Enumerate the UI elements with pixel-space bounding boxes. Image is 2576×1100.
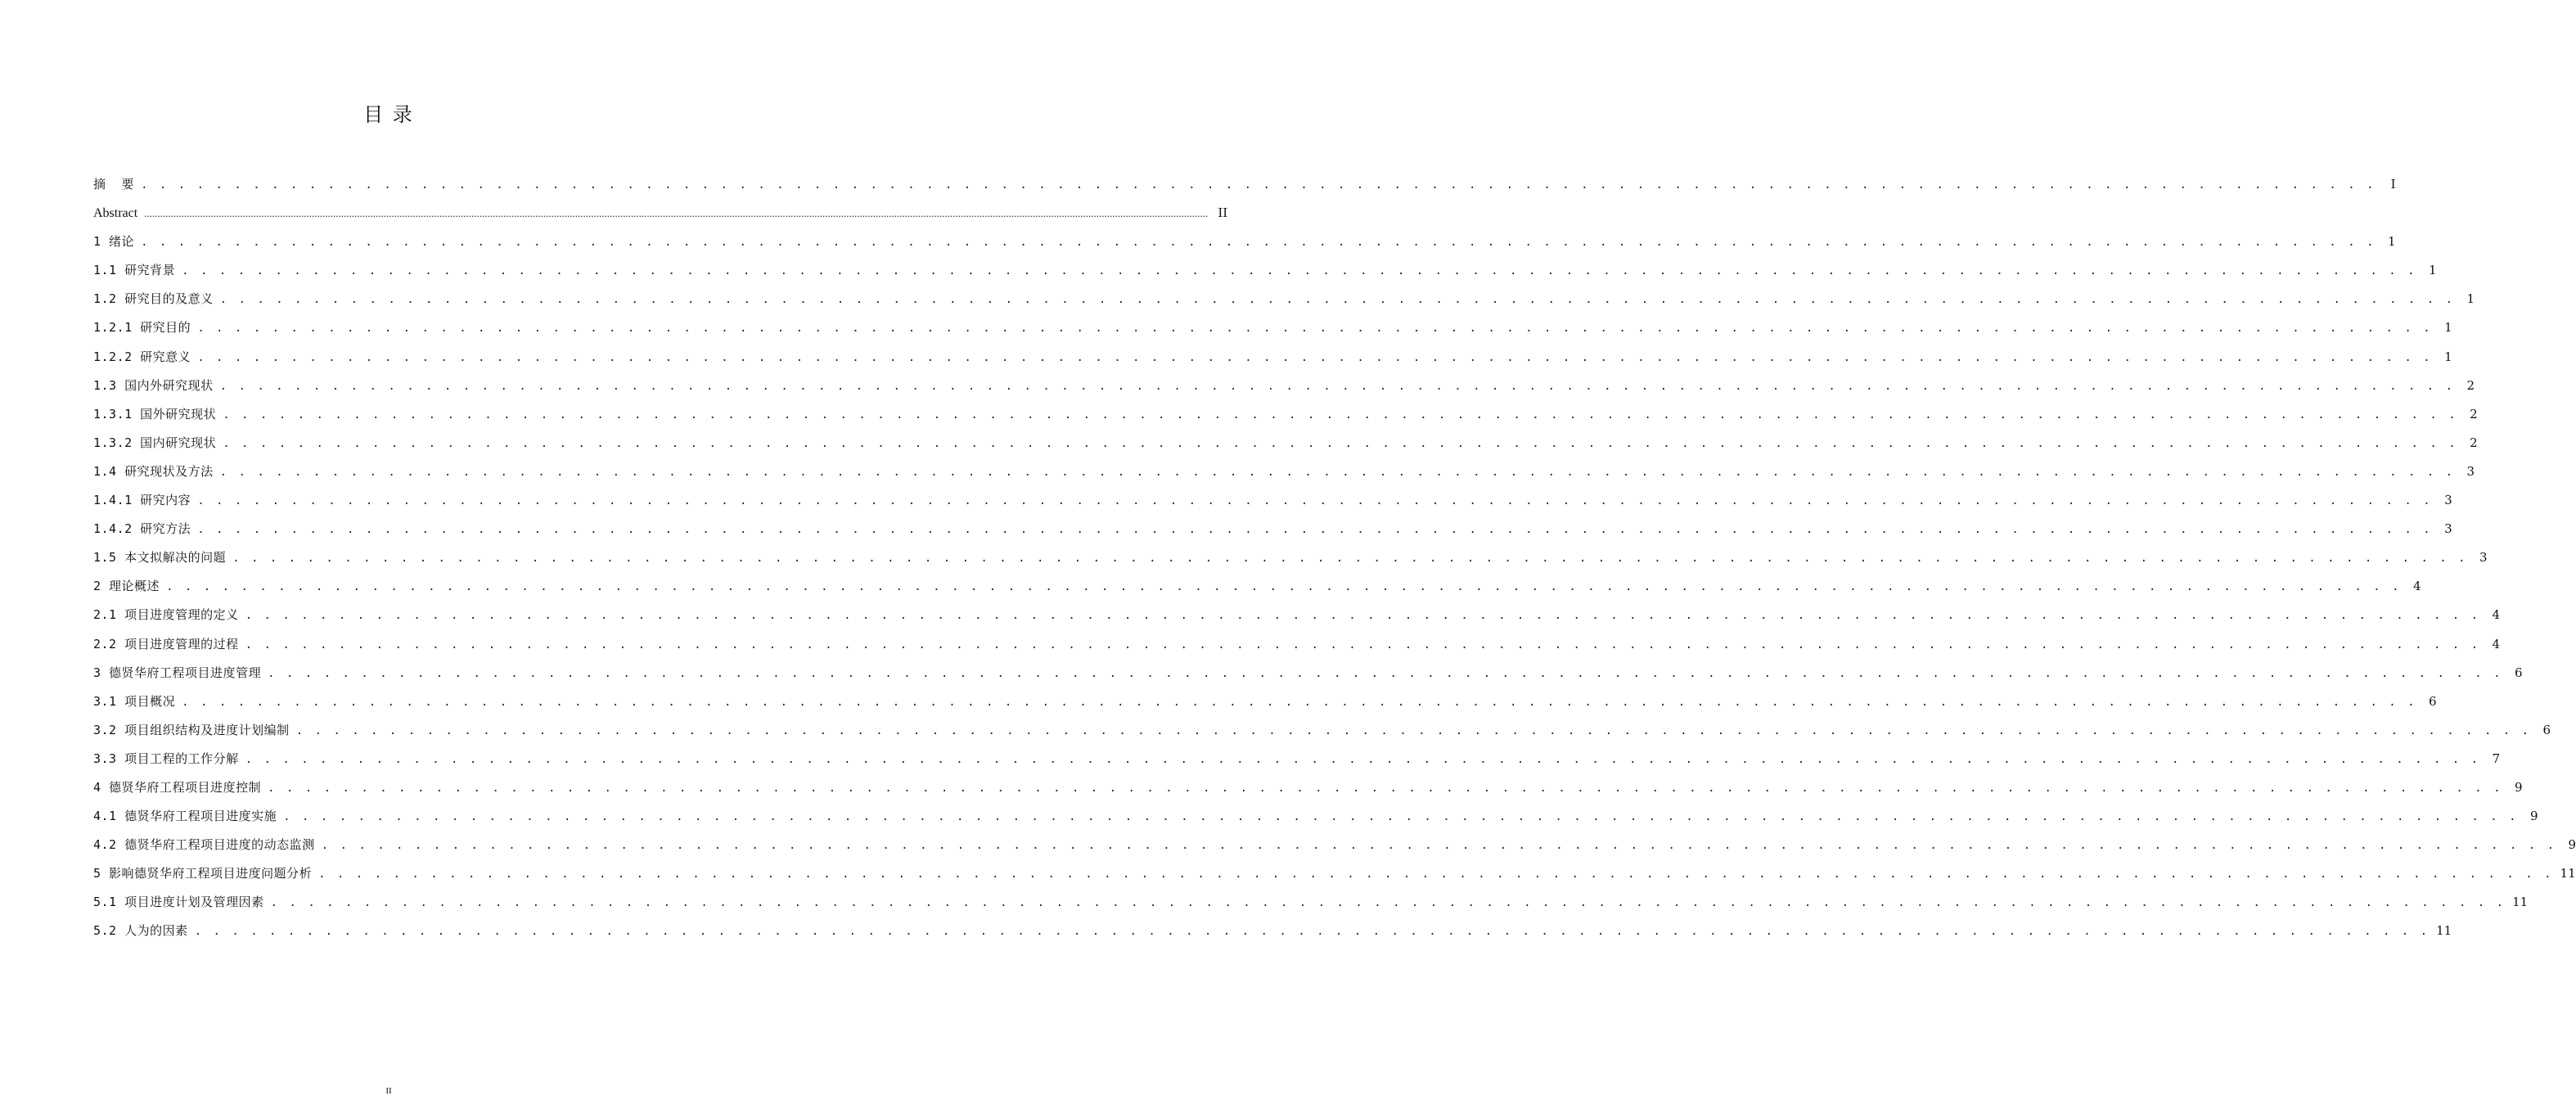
toc-entry-page-number: 4 <box>2492 636 2501 651</box>
toc-dot-leader: . . . . . . . . . . . . . . . . . . . . . . . . . . . . . . . . . . . . . . . . . . . . . . . . . . . . . . . . . . . . . . . . . . . . . . . . . . . . . . . . . . . . . . . . . . . . . . . . . . . . . . . . . . . . . . . . . . . . . . . . <box>245 752 2481 766</box>
toc-dot-leader: . . . . . . . . . . . . . . . . . . . . . . . . . . . . . . . . . . . . . . . . . . . . . . . . . . . . . . . . . . . . . . . . . . . . . . . . . . . . . . . . . . . . . . . . . . . . . . . . . . . . . . . . . . . . . . . . . . . . . . . . <box>283 810 2519 824</box>
toc-entry-label: 1.5 本文拟解决的问题 <box>93 550 227 566</box>
toc-entry-page-number: II <box>1218 205 1228 221</box>
toc-entry[interactable] <box>93 802 2538 831</box>
toc-entry-page-number: 1 <box>2444 320 2452 336</box>
toc-entry[interactable] <box>93 458 2475 486</box>
toc-entry-page-number: 3 <box>2466 463 2475 479</box>
toc-entry-page-number: 3 <box>2444 521 2452 537</box>
toc-dot-leader: . . . . . . . . . . . . . . . . . . . . . . . . . . . . . . . . . . . . . . . . . . . . . . . . . . . . . . . . . . . . . . . . . . . . . . . . . . . . . . . . . . . . . . . . . . . . . . . . . . . . . . . . . . . . . . . . . . . . . . . . <box>166 580 2402 594</box>
toc-entry[interactable] <box>93 601 2501 629</box>
toc-dot-leader: . . . . . . . . . . . . . . . . . . . . . . . . . . . . . . . . . . . . . . . . . . . . . . . . . . . . . . . . . . . . . . . . . . . . . . . . . . . . . . . . . . . . . . . . . . . . . . . . . . . . . . . . . . . . . . . . . . . . . . . . <box>318 868 2554 881</box>
toc-dot-leader: . . . . . . . . . . . . . . . . . . . . . . . . . . . . . . . . . . . . . . . . . . . . . . . . . . . . . . . . . . . . . . . . . . . . . . . . . . . . . . . . . . . . . . . . . . . . . . . . . . . . . . . . . . . . . . . . . . . . . . . . <box>321 839 2557 853</box>
toc-dot-leader: . . . . . . . . . . . . . . . . . . . . . . . . . . . . . . . . . . . . . . . . . . . . . . . . . . . . . . . . . . . . . . . . . . . . . . . . . . . . . . . . . . . . . . . . . . . . . . . . . . . . . . . . . . . . . . . . . . . . . . . . <box>268 666 2503 680</box>
toc-dot-leader: . . . . . . . . . . . . . . . . . . . . . . . . . . . . . . . . . . . . . . . . . . . . . . . . . . . . . . . . . . . . . . . . . . . . . . . . . . . . . . . . . . . . . . . . . . . . . . . . . . . . . . . . . . . . . . . . . . . . . . . . <box>270 896 2506 910</box>
toc-dot-leader: . . . . . . . . . . . . . . . . . . . . . . . . . . . . . . . . . . . . . . . . . . . . . . . . . . . . . . . . . . . . . . . . . . . . . . . . . . . . . . . . . . . . . . . . . . . . . . . . . . . . . . . . . . . . . . . . . . . . . . . . <box>141 236 2376 250</box>
toc-entry[interactable] <box>93 170 2396 199</box>
toc-entry[interactable] <box>93 917 2452 945</box>
table-of-contents <box>93 170 2576 946</box>
toc-entry-label: 1.1 研究背景 <box>93 263 176 278</box>
footer-page-number: II <box>385 1086 392 1096</box>
toc-entry[interactable] <box>93 831 2576 859</box>
toc-entry[interactable] <box>93 429 2478 458</box>
toc-entry-page-number: 7 <box>2492 751 2501 766</box>
toc-dot-leader: . . . . . . . . . . . . . . . . . . . . . . . . . . . . . . . . . . . . . . . . . . . . . . . . . . . . . . . . . . . . . . . . . . . . . . . . . . . . . . . . . . . . . . . . . . . . . . . . . . . . . . . . . . . . . . . . . . . . . . . . <box>197 523 2433 537</box>
toc-entry-page-number: 3 <box>2444 493 2452 508</box>
toc-entry[interactable] <box>93 543 2488 572</box>
toc-entry-page-number: 9 <box>2515 779 2523 795</box>
toc-dot-leader: . . . . . . . . . . . . . . . . . . . . . . . . . . . . . . . . . . . . . . . . . . . . . . . . . . . . . . . . . . . . . . . . . . . . . . . . . . . . . . . . . . . . . . . . . . . . . . . . . . . . . . . . . . . . . . . . . . . . . . . . <box>197 322 2433 336</box>
toc-entry-page-number: 1 <box>2387 234 2396 250</box>
toc-entry[interactable] <box>93 888 2529 917</box>
toc-entry-label: 1.2 研究目的及意义 <box>93 291 214 307</box>
toc-dot-leader: . . . . . . . . . . . . . . . . . . . . . . . . . . . . . . . . . . . . . . . . . . . . . . . . . . . . . . . . . . . . . . . . . . . . . . . . . . . . . . . . . . . . . . . . . . . . . . . . . . . . . . . . . . . . . . . . . . . . . . . . <box>268 781 2503 795</box>
page-title: 目 录 <box>363 103 414 126</box>
toc-entry-page-number: 1 <box>2444 349 2452 364</box>
toc-entry[interactable] <box>93 659 2523 688</box>
toc-dot-leader: . . . . . . . . . . . . . . . . . . . . . . . . . . . . . . . . . . . . . . . . . . . . . . . . . . . . . . . . . . . . . . . . . . . . . . . . . . . . . . . . . . . . . . . . . . . . . . . . . . . . . . . . . . . . . . . . . . . . . . . . <box>182 695 2417 709</box>
toc-entry[interactable] <box>93 688 2437 716</box>
toc-entry-label: 1.2.2 研究意义 <box>93 349 191 364</box>
toc-entry-label: 1.4 研究现状及方法 <box>93 463 214 479</box>
toc-entry-label: 1.3.2 国内研究现状 <box>93 435 217 450</box>
toc-entry-label: 5.1 项目进度计划及管理因素 <box>93 895 264 910</box>
toc-dot-leader: . . . . . . . . . . . . . . . . . . . . . . . . . . . . . . . . . . . . . . . . . . . . . . . . . . . . . . . . . . . . . . . . . . . . . . . . . . . . . . . . . . . . . . . . . . . . . . . . . . . . . . . . . . . . . . . . . . . . . . . . <box>182 264 2417 278</box>
toc-entry[interactable] <box>93 859 2576 888</box>
toc-entry[interactable] <box>93 400 2478 429</box>
toc-entry-label: 2.1 项目进度管理的定义 <box>93 607 239 623</box>
toc-dot-leader: . . . . . . . . . . . . . . . . . . . . . . . . . . . . . . . . . . . . . . . . . . . . . . . . . . . . . . . . . . . . . . . . . . . . . . . . . . . . . . . . . . . . . . . . . . . . . . . . . . . . . . . . . . . . . . . . . . . . . . . . <box>197 494 2433 508</box>
toc-entry[interactable] <box>93 630 2501 659</box>
toc-entry[interactable] <box>93 486 2452 515</box>
toc-entry-label: 5.2 人为的因素 <box>93 923 188 939</box>
toc-entry-label: 4 德贤华府工程项目进度控制 <box>93 779 262 795</box>
toc-entry-page-number: 11 <box>2512 895 2529 910</box>
toc-entry[interactable] <box>93 285 2475 313</box>
toc-entry-page-number: I <box>2390 177 2396 192</box>
toc-entry-label: Abstract <box>93 206 138 221</box>
toc-entry-page-number: 2 <box>2470 406 2478 422</box>
toc-entry[interactable] <box>93 228 2396 256</box>
toc-entry-page-number: 6 <box>2542 722 2551 737</box>
toc-dot-leader: . . . . . . . . . . . . . . . . . . . . . . . . . . . . . . . . . . . . . . . . . . . . . . . . . . . . . . . . . . . . . . . . . . . . . . . . . . . . . . . . . . . . . . . . . . . . . . . . . . . . . . . . . . . . . . . . . . . . . . . . <box>232 552 2468 566</box>
toc-entry-label: 3.2 项目组织结构及进度计划编制 <box>93 722 290 737</box>
toc-entry[interactable] <box>93 256 2437 285</box>
toc-entry-label: 1 绪论 <box>93 234 135 250</box>
toc-entry-page-number: 4 <box>2492 607 2501 623</box>
toc-entry-label: 4.1 德贤华府工程项目进度实施 <box>93 809 277 824</box>
toc-entry-page-number: 3 <box>2479 550 2488 566</box>
toc-entry-label: 5 影响德贤华府工程项目进度问题分析 <box>93 866 313 881</box>
toc-entry-page-number: 6 <box>2429 693 2437 709</box>
toc-dot-leader: . . . . . . . . . . . . . . . . . . . . . . . . . . . . . . . . . . . . . . . . . . . . . . . . . . . . . . . . . . . . . . . . . . . . . . . . . . . . . . . . . . . . . . . . . . . . . . . . . . . . . . . . . . . . . . . . . . . . . . . . <box>197 350 2433 364</box>
toc-entry[interactable] <box>93 572 2421 601</box>
toc-entry-label: 4.2 德贤华府工程项目进度的动态监测 <box>93 837 315 853</box>
toc-entry-page-number: 6 <box>2515 665 2523 680</box>
toc-entry-page-number: 9 <box>2530 809 2538 824</box>
toc-dot-leader: . . . . . . . . . . . . . . . . . . . . . . . . . . . . . . . . . . . . . . . . . . . . . . . . . . . . . . . . . . . . . . . . . . . . . . . . . . . . . . . . . . . . . . . . . . . . . . . . . . . . . . . . . . . . . . . . . . . . . . . . <box>295 724 2532 737</box>
toc-entry-label: 1.2.1 研究目的 <box>93 320 191 336</box>
toc-entry-page-number: 1 <box>2429 263 2437 278</box>
toc-entry-label: 3.3 项目工程的工作分解 <box>93 751 239 766</box>
toc-entry[interactable] <box>93 313 2452 342</box>
toc-entry[interactable] <box>93 773 2523 802</box>
toc-entry[interactable] <box>93 372 2475 400</box>
toc-entry-label: 摘 要 <box>93 177 135 192</box>
toc-entry-label: 1.4.2 研究方法 <box>93 521 191 537</box>
toc-entry-page-number: 1 <box>2466 291 2475 307</box>
toc-dot-leader: ................................................................................................................................................................................................................................................................................................................................................................................................................ <box>144 207 1209 220</box>
toc-entry[interactable] <box>93 515 2452 543</box>
toc-dot-leader: . . . . . . . . . . . . . . . . . . . . . . . . . . . . . . . . . . . . . . . . . . . . . . . . . . . . . . . . . . . . . . . . . . . . . . . . . . . . . . . . . . . . . . . . . . . . . . . . . . . . . . . . . . . . . . . . . . . . . . . . <box>219 293 2456 307</box>
toc-entry-label: 3.1 项目概况 <box>93 693 176 709</box>
toc-entry-label: 1.3 国内外研究现状 <box>93 377 214 393</box>
toc-entry[interactable] <box>93 745 2501 773</box>
toc-dot-leader: . . . . . . . . . . . . . . . . . . . . . . . . . . . . . . . . . . . . . . . . . . . . . . . . . . . . . . . . . . . . . . . . . . . . . . . . . . . . . . . . . . . . . . . . . . . . . . . . . . . . . . . . . . . . . . . . . . . . . . . . <box>219 379 2456 393</box>
toc-entry-label: 3 德贤华府工程项目进度管理 <box>93 665 262 680</box>
toc-entry-label: 1.3.1 国外研究现状 <box>93 406 217 422</box>
toc-dot-leader: . . . . . . . . . . . . . . . . . . . . . . . . . . . . . . . . . . . . . . . . . . . . . . . . . . . . . . . . . . . . . . . . . . . . . . . . . . . . . . . . . . . . . . . . . . . . . . . . . . . . . . . . . . . . . . . . . . . . . . . . <box>223 436 2458 450</box>
toc-entry-label: 1.4.1 研究内容 <box>93 493 191 508</box>
toc-entry-page-number: 2 <box>2470 435 2478 450</box>
toc-entry-label: 2.2 项目进度管理的过程 <box>93 636 239 651</box>
toc-dot-leader: . . . . . . . . . . . . . . . . . . . . . . . . . . . . . . . . . . . . . . . . . . . . . . . . . . . . . . . . . . . . . . . . . . . . . . . . . . . . . . . . . . . . . . . . . . . . . . . . . . . . . . . . . . . . . . . . . . . . . . . . <box>223 408 2458 422</box>
toc-dot-leader: . . . . . . . . . . . . . . . . . . . . . . . . . . . . . . . . . . . . . . . . . . . . . . . . . . . . . . . . . . . . . . . . . . . . . . . . . . . . . . . . . . . . . . . . . . . . . . . . . . . . . . . . . . . . . . . . . . . . . . . . <box>141 178 2376 192</box>
toc-entry[interactable] <box>93 716 2551 745</box>
toc-dot-leader: . . . . . . . . . . . . . . . . . . . . . . . . . . . . . . . . . . . . . . . . . . . . . . . . . . . . . . . . . . . . . . . . . . . . . . . . . . . . . . . . . . . . . . . . . . . . . . . . . . . . . . . . . . . . . . . . . . . . . . . . <box>219 465 2456 479</box>
toc-entry-page-number: 9 <box>2568 837 2576 853</box>
toc-dot-leader: . . . . . . . . . . . . . . . . . . . . . . . . . . . . . . . . . . . . . . . . . . . . . . . . . . . . . . . . . . . . . . . . . . . . . . . . . . . . . . . . . . . . . . . . . . . . . . . . . . . . . . . . . . . . . . . . . . . . . . . . <box>194 925 2430 939</box>
toc-entry-page-number: 4 <box>2412 579 2421 594</box>
toc-entry-label: 2 理论概述 <box>93 579 160 594</box>
toc-entry[interactable] <box>93 343 2452 372</box>
toc-dot-leader: . . . . . . . . . . . . . . . . . . . . . . . . . . . . . . . . . . . . . . . . . . . . . . . . . . . . . . . . . . . . . . . . . . . . . . . . . . . . . . . . . . . . . . . . . . . . . . . . . . . . . . . . . . . . . . . . . . . . . . . . <box>245 609 2481 623</box>
toc-entry-page-number: 11 <box>2560 866 2576 881</box>
toc-entry-page-number: 11 <box>2436 923 2452 939</box>
toc-dot-leader: . . . . . . . . . . . . . . . . . . . . . . . . . . . . . . . . . . . . . . . . . . . . . . . . . . . . . . . . . . . . . . . . . . . . . . . . . . . . . . . . . . . . . . . . . . . . . . . . . . . . . . . . . . . . . . . . . . . . . . . . <box>245 638 2481 651</box>
toc-entry-page-number: 2 <box>2466 377 2475 393</box>
toc-entry[interactable] <box>93 199 1228 228</box>
